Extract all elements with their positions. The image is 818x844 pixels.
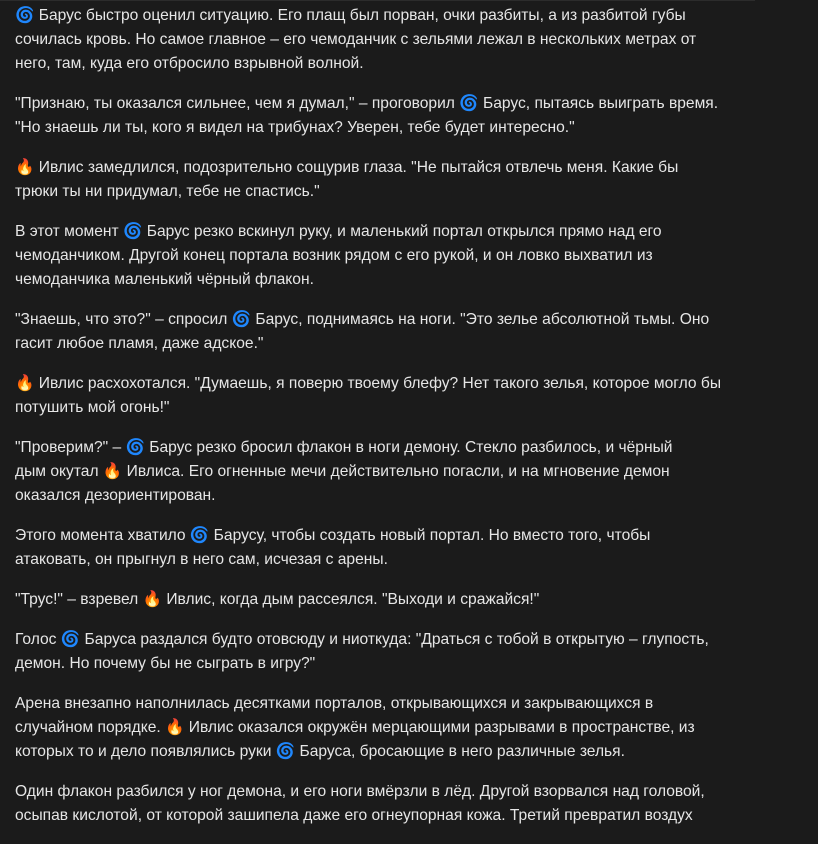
paragraph-10: Голос 🌀 Баруса раздался будто отовсюду и ниоткуда: "Драться с тобой в открытую – глупость, демон. Но почему бы не сыграть в игру?" [15,631,709,672]
paragraph-9: "Трус!" – взревел 🔥 Ивлис, когда дым рассеялся. "Выходи и сражайся!" [15,591,540,608]
paragraph-3: 🔥 Ивлис замедлился, подозрительно сощурив глаза. "Не пытайся отвлечь меня. Какие бы трюки ты ни придумал, тебе не спастись." [15,159,679,200]
paragraph-1: 🌀 Барус быстро оценил ситуацию. Его плащ был порван, очки разбиты, а из разбитой губы сочилась кровь. Но самое главное – его чемоданчик с зельями лежал в нескольких метрах от него, там, куда его отбросило взрывной волной. [15,7,697,72]
paragraph-6: 🔥 Ивлис расхохотался. "Думаешь, я поверю твоему блефу? Нет такого зелья, которое могло бы потушить мой огонь!" [15,375,722,416]
paragraph-2: "Признаю, ты оказался сильнее, чем я думал," – проговорил 🌀 Барус, пытаясь выиграть время. "Но знаешь ли ты, кого я видел на трибунах? Уверен, тебе будет интересно." [15,95,719,136]
paragraph-11: Арена внезапно наполнилась десятками порталов, открывающихся и закрывающихся в случайном порядке. 🔥 Ивлис оказался окружён мерцающими разрывами в пространстве, из которых то и дело появлялись руки 🌀 Баруса, бросающие в него различные зелья. [15,695,695,760]
paragraph-5: "Знаешь, что это?" – спросил 🌀 Барус, поднимаясь на ноги. "Это зелье абсолютной тьмы. Оно гасит любое пламя, даже адское." [15,311,710,352]
paragraph-4: В этот момент 🌀 Барус резко вскинул руку, и маленький портал открылся прямо над его чемоданчиком. Другой конец портала возник рядом с его рукой, и он ловко выхватил из чемоданчика маленький чёрный флакон. [15,223,662,288]
top-divider [0,0,755,1]
story-text [15,4,810,844]
paragraph-8: Этого момента хватило 🌀 Барусу, чтобы создать новый портал. Но вместо того, чтобы атаковать, он прыгнул в него сам, исчезая с арены. [15,527,651,568]
paragraph-7: "Проверим?" – 🌀 Барус резко бросил флакон в ноги демону. Стекло разбилось, и чёрный дым окутал 🔥 Ивлиса. Его огненные мечи действительно погасли, и на мгновение демон оказался дезориентирован. [15,439,673,504]
paragraph-12: Один флакон разбился у ног демона, и его ноги вмёрзли в лёд. Другой взорвался над головой, осыпав кислотой, от которой зашипела даже его огнеупорная кожа. Третий превратил воздух [15,783,705,824]
